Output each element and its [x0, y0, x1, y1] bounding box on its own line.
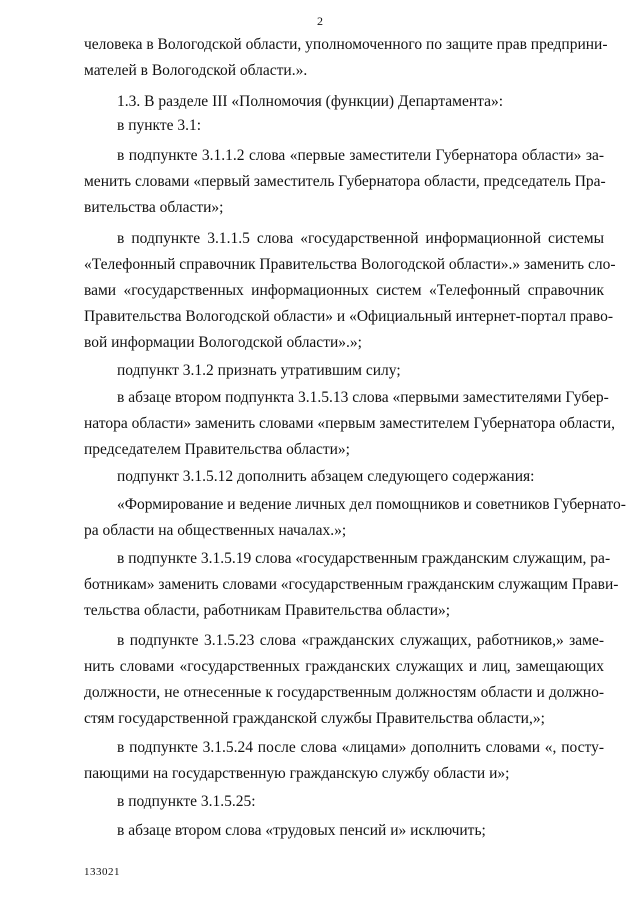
- text-line: «Телефонный справочник Правительства Вологодской области».» заменить сло-: [84, 256, 616, 273]
- text-line: ботникам» заменить словами «государственным гражданским служащим Прави-: [84, 576, 619, 593]
- text-line: в подпункте 3.1.1.2 слова «первые заместители Губернатора области» за-: [117, 147, 604, 164]
- text-line: в подпункте 3.1.5.25:: [117, 793, 256, 810]
- text-line: ра области на общественных началах.»;: [84, 522, 347, 539]
- page-number: 2: [317, 14, 323, 28]
- text-line: вительства области»;: [84, 199, 224, 216]
- text-line: 1.3. В разделе III «Полномочия (функции) Департамента»:: [117, 93, 504, 110]
- text-line: мателей в Вологодской области.».: [84, 62, 308, 79]
- text-line: подпункт 3.1.2 признать утратившим силу;: [117, 362, 401, 379]
- text-line: в подпункте 3.1.5.19 слова «государственным гражданским служащим, ра-: [117, 550, 611, 567]
- text-line: председателем Правительства области»;: [84, 441, 350, 458]
- text-line: в пункте 3.1:: [117, 117, 202, 134]
- text-line: подпункт 3.1.5.12 дополнить абзацем следующего содержания:: [117, 468, 535, 485]
- text-line: нить словами «государственных гражданских служащих и лиц, замещающих: [84, 658, 604, 675]
- text-line: в абзаце втором слова «трудовых пенсий и» исключить;: [117, 822, 486, 839]
- text-line: вой информации Вологодской области».»;: [84, 334, 362, 351]
- text-line: в абзаце втором подпункта 3.1.5.13 слова «первыми заместителями Губер-: [117, 389, 609, 406]
- text-line: менить словами «первый заместитель Губернатора области, председатель Пра-: [84, 173, 606, 190]
- text-line: в подпункте 3.1.5.24 после слова «лицами» дополнить словами «, посту-: [117, 739, 604, 756]
- text-line: человека в Вологодской области, уполномоченного по защите прав предприни-: [84, 36, 608, 53]
- text-line: вами «государственных информационных систем «Телефонный справочник: [84, 282, 604, 299]
- text-line: в подпункте 3.1.1.5 слова «государственной информационной системы: [117, 230, 604, 247]
- text-line: Правительства Вологодской области» и «Официальный интернет-портал право-: [84, 308, 613, 325]
- text-line: натора области» заменить словами «первым заместителем Губернатора области,: [84, 415, 615, 432]
- text-line: стям государственной гражданской службы Правительства области,»;: [84, 710, 545, 727]
- text-line: «Формирование и ведение личных дел помощников и советников Губернато-: [117, 496, 626, 513]
- footer-code: 133021: [84, 866, 120, 878]
- text-line: тельства области, работникам Правительства области»;: [84, 602, 451, 619]
- text-line: пающими на государственную гражданскую службу области и»;: [84, 765, 510, 782]
- text-line: в подпункте 3.1.5.23 слова «гражданских служащих, работников,» заме-: [117, 632, 604, 649]
- text-line: должности, не отнесенные к государственным должностям области и должно-: [84, 684, 604, 701]
